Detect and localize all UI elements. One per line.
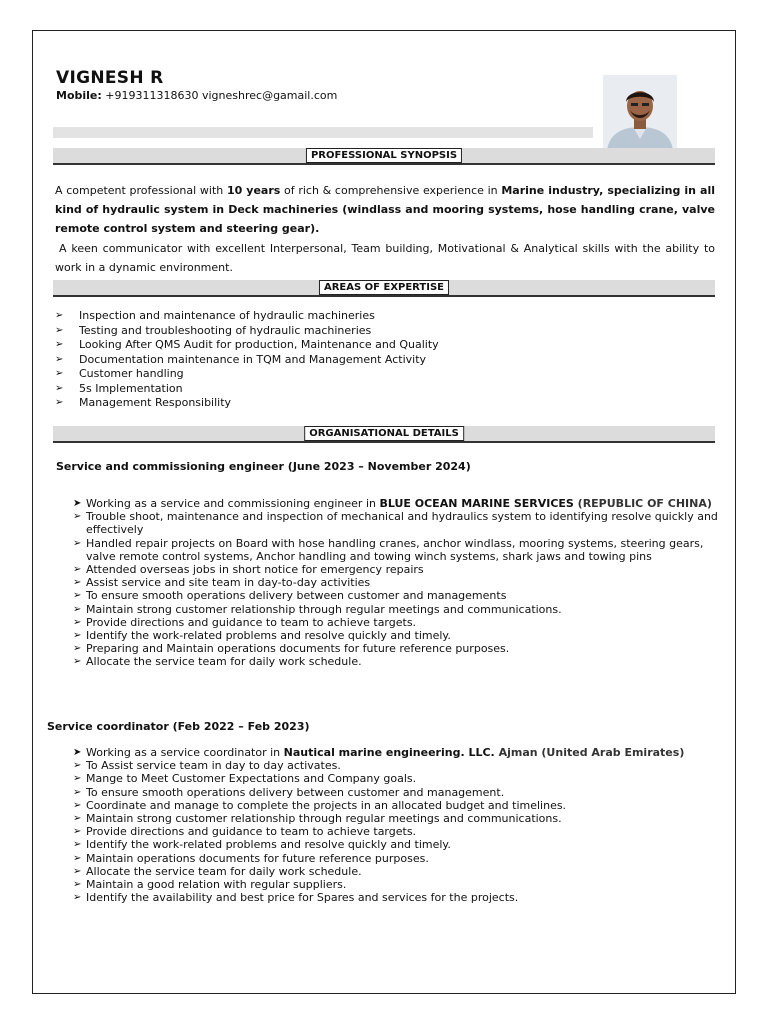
list-item-text: Documentation maintenance in TQM and Management Activity (79, 352, 427, 366)
list-item (73, 603, 723, 616)
list-item-text: Handled repair projects on Board with hose handling cranes, anchor windlass, mooring systems, steering gears, valve remote control systems, Anchor handling and towing winch systems, shark jaws and towing pins (86, 536, 704, 563)
arrow-bullet-icon: ➢ (73, 577, 82, 589)
synopsis-text: of rich & comprehensive experience in (280, 184, 502, 197)
list-item-text: Identify the work-related problems and resolve quickly and timely. (86, 838, 451, 852)
resume-page (32, 30, 736, 994)
list-item (73, 865, 723, 878)
list-item-text: To Assist service team in day to day activates. (86, 759, 341, 773)
list-item (73, 616, 723, 629)
arrow-bullet-icon: ➢ (55, 353, 64, 365)
list-item (73, 589, 723, 602)
arrow-bullet-icon: ➢ (55, 324, 64, 336)
section-header-organisation (53, 426, 715, 443)
list-item (55, 367, 439, 382)
expertise-list (55, 309, 439, 411)
arrow-bullet-icon: ➢ (73, 813, 82, 825)
section-header-expertise (53, 280, 715, 297)
arrow-bullet-icon: ➢ (73, 760, 82, 772)
list-item (73, 799, 723, 812)
list-item (73, 759, 723, 772)
list-item-text: Assist service and site team in day-to-day activities (86, 576, 371, 590)
list-item-text: Allocate the service team for daily work schedule. (86, 864, 362, 878)
candidate-name: VIGNESH R (56, 68, 164, 88)
section-header-synopsis (53, 148, 715, 165)
arrow-bullet-icon: ➢ (73, 590, 82, 602)
list-item (55, 396, 439, 411)
list-item (73, 838, 723, 851)
arrow-bullet-icon: ➢ (73, 865, 82, 877)
list-item (55, 353, 439, 368)
section-title-expertise: AREAS OF EXPERTISE (319, 280, 449, 295)
profile-photo (603, 75, 677, 151)
synopsis-paragraph-1 (55, 181, 715, 238)
list-item (73, 576, 723, 589)
arrow-bullet-icon: ➢ (73, 826, 82, 838)
arrow-bullet-icon: ➢ (73, 511, 82, 523)
arrow-bullet-icon: ➢ (73, 879, 82, 891)
list-item-text: Mange to Meet Customer Expectations and Company goals. (86, 772, 417, 786)
person-portrait-icon (603, 75, 677, 151)
contact-details: +919311318630 vigneshrec@gamail.com (105, 89, 338, 102)
list-item (55, 338, 439, 353)
list-item-text: Allocate the service team for daily work schedule. (86, 655, 362, 669)
arrow-bullet-icon: ➢ (73, 537, 82, 549)
arrow-bullet-icon: ➢ (73, 786, 82, 798)
list-item-text: Management Responsibility (79, 396, 232, 409)
list-item-text: Trouble shoot, maintenance and inspection of mechanical and hydraulics system to identifying resolve quickly and effectively (86, 510, 718, 537)
list-item-text: Customer handling (79, 367, 184, 380)
list-item: ➤ Working as a service and commissioning engineer in BLUE OCEAN MARINE SERVICES (REPUBLIC OF CHINA) (73, 497, 712, 510)
list-item-text: Maintain strong customer relationship through regular meetings and communications. (86, 812, 562, 826)
list-item-text: Coordinate and manage to complete the projects in an allocated budget and timelines. (86, 798, 567, 812)
list-item: ➤ Working as a service coordinator in Nautical marine engineering. LLC. Ajman (United Arab Emirates) (73, 746, 685, 759)
list-item-text: Provide directions and guidance to team to achieve targets. (86, 615, 417, 629)
list-item-text: 5s Implementation (79, 381, 183, 395)
list-item-text: Maintain strong customer relationship through regular meetings and communications. (86, 602, 562, 616)
job-2-duties (73, 746, 723, 904)
list-item-text: To ensure smooth operations delivery between customer and management. (86, 785, 505, 799)
synopsis-text: A competent professional with (55, 184, 227, 197)
synopsis-specialization: Marine industry, specializing in all kind of hydraulic system in Deck machineries (windlass and mooring systems, hose handling crane, valve remote control system and steering gear). (55, 184, 715, 235)
list-item (73, 563, 723, 576)
list-item-text: Testing and troubleshooting of hydraulic machineries (79, 323, 372, 337)
list-item-text: Preparing and Maintain operations documents for future reference purposes. (86, 642, 510, 656)
list-item-text: To ensure smooth operations delivery between customer and managements (86, 589, 507, 603)
job-title-1: Service and commissioning engineer (June 2023 – November 2024) (56, 460, 471, 473)
arrow-bullet-icon: ➢ (73, 852, 82, 864)
mobile-label: Mobile: (56, 89, 102, 102)
list-item-text: Attended overseas jobs in short notice for emergency repairs (86, 563, 424, 577)
section-title-synopsis: PROFESSIONAL SYNOPSIS (306, 148, 462, 163)
list-item (55, 324, 439, 339)
section-title-organisation: ORGANISATIONAL DETAILS (304, 426, 464, 441)
arrow-bullet-icon: ➢ (73, 643, 82, 655)
arrow-bullet-icon: ➢ (55, 310, 64, 321)
list-item (73, 812, 723, 825)
arrow-bullet-icon: ➢ (55, 339, 64, 350)
list-item (73, 510, 723, 536)
synopsis-years: 10 years (226, 184, 281, 197)
list-item-text: Maintain a good relation with regular suppliers. (86, 878, 347, 892)
arrow-bullet-icon: ➢ (55, 368, 64, 379)
list-item (73, 878, 723, 891)
arrow-bullet-icon: ➢ (73, 892, 82, 904)
list-item (73, 537, 723, 563)
list-item (73, 891, 723, 904)
arrow-bullet-icon: ➢ (55, 382, 64, 394)
list-item-text: Looking After QMS Audit for production, Maintenance and Quality (79, 338, 439, 351)
list-item-text: Provide directions and guidance to team to achieve targets. (86, 825, 417, 839)
list-item (73, 825, 723, 838)
header-divider (53, 127, 593, 138)
arrow-bullet-icon: ➢ (73, 564, 82, 576)
list-item (73, 629, 723, 642)
list-item (73, 642, 723, 655)
list-item-text: Identify the work-related problems and resolve quickly and timely. (86, 629, 451, 643)
arrow-bullet-icon: ➢ (73, 839, 82, 851)
arrow-bullet-icon: ➢ (55, 397, 64, 408)
arrow-bullet-icon: ➢ (73, 603, 82, 615)
arrow-bullet-icon: ➢ (73, 773, 82, 785)
list-item-text: Maintain operations documents for future reference purposes. (86, 851, 429, 865)
list-item (55, 382, 439, 397)
list-item-text: Identify the availability and best price for Spares and services for the projects. (86, 891, 519, 905)
arrow-bullet-icon: ➢ (73, 616, 82, 628)
arrow-bullet-icon: ➢ (73, 656, 82, 668)
list-item (73, 655, 723, 668)
arrow-bullet-icon: ➤ (73, 747, 82, 758)
job-title-2: Service coordinator (Feb 2022 – Feb 2023) (47, 720, 310, 733)
list-item (73, 772, 723, 785)
synopsis-paragraph-2: A keen communicator with excellent Interpersonal, Team building, Motivational & Analytical skills with the ability to work in a dynamic environment. (55, 242, 715, 274)
list-item (73, 786, 723, 799)
list-item (55, 309, 439, 324)
contact-line (56, 89, 337, 102)
arrow-bullet-icon: ➤ (73, 498, 82, 509)
list-item-text: Inspection and maintenance of hydraulic machineries (79, 309, 375, 322)
arrow-bullet-icon: ➢ (73, 630, 82, 642)
arrow-bullet-icon: ➢ (73, 799, 82, 811)
list-item (73, 852, 723, 865)
job-1-duties (73, 497, 723, 669)
